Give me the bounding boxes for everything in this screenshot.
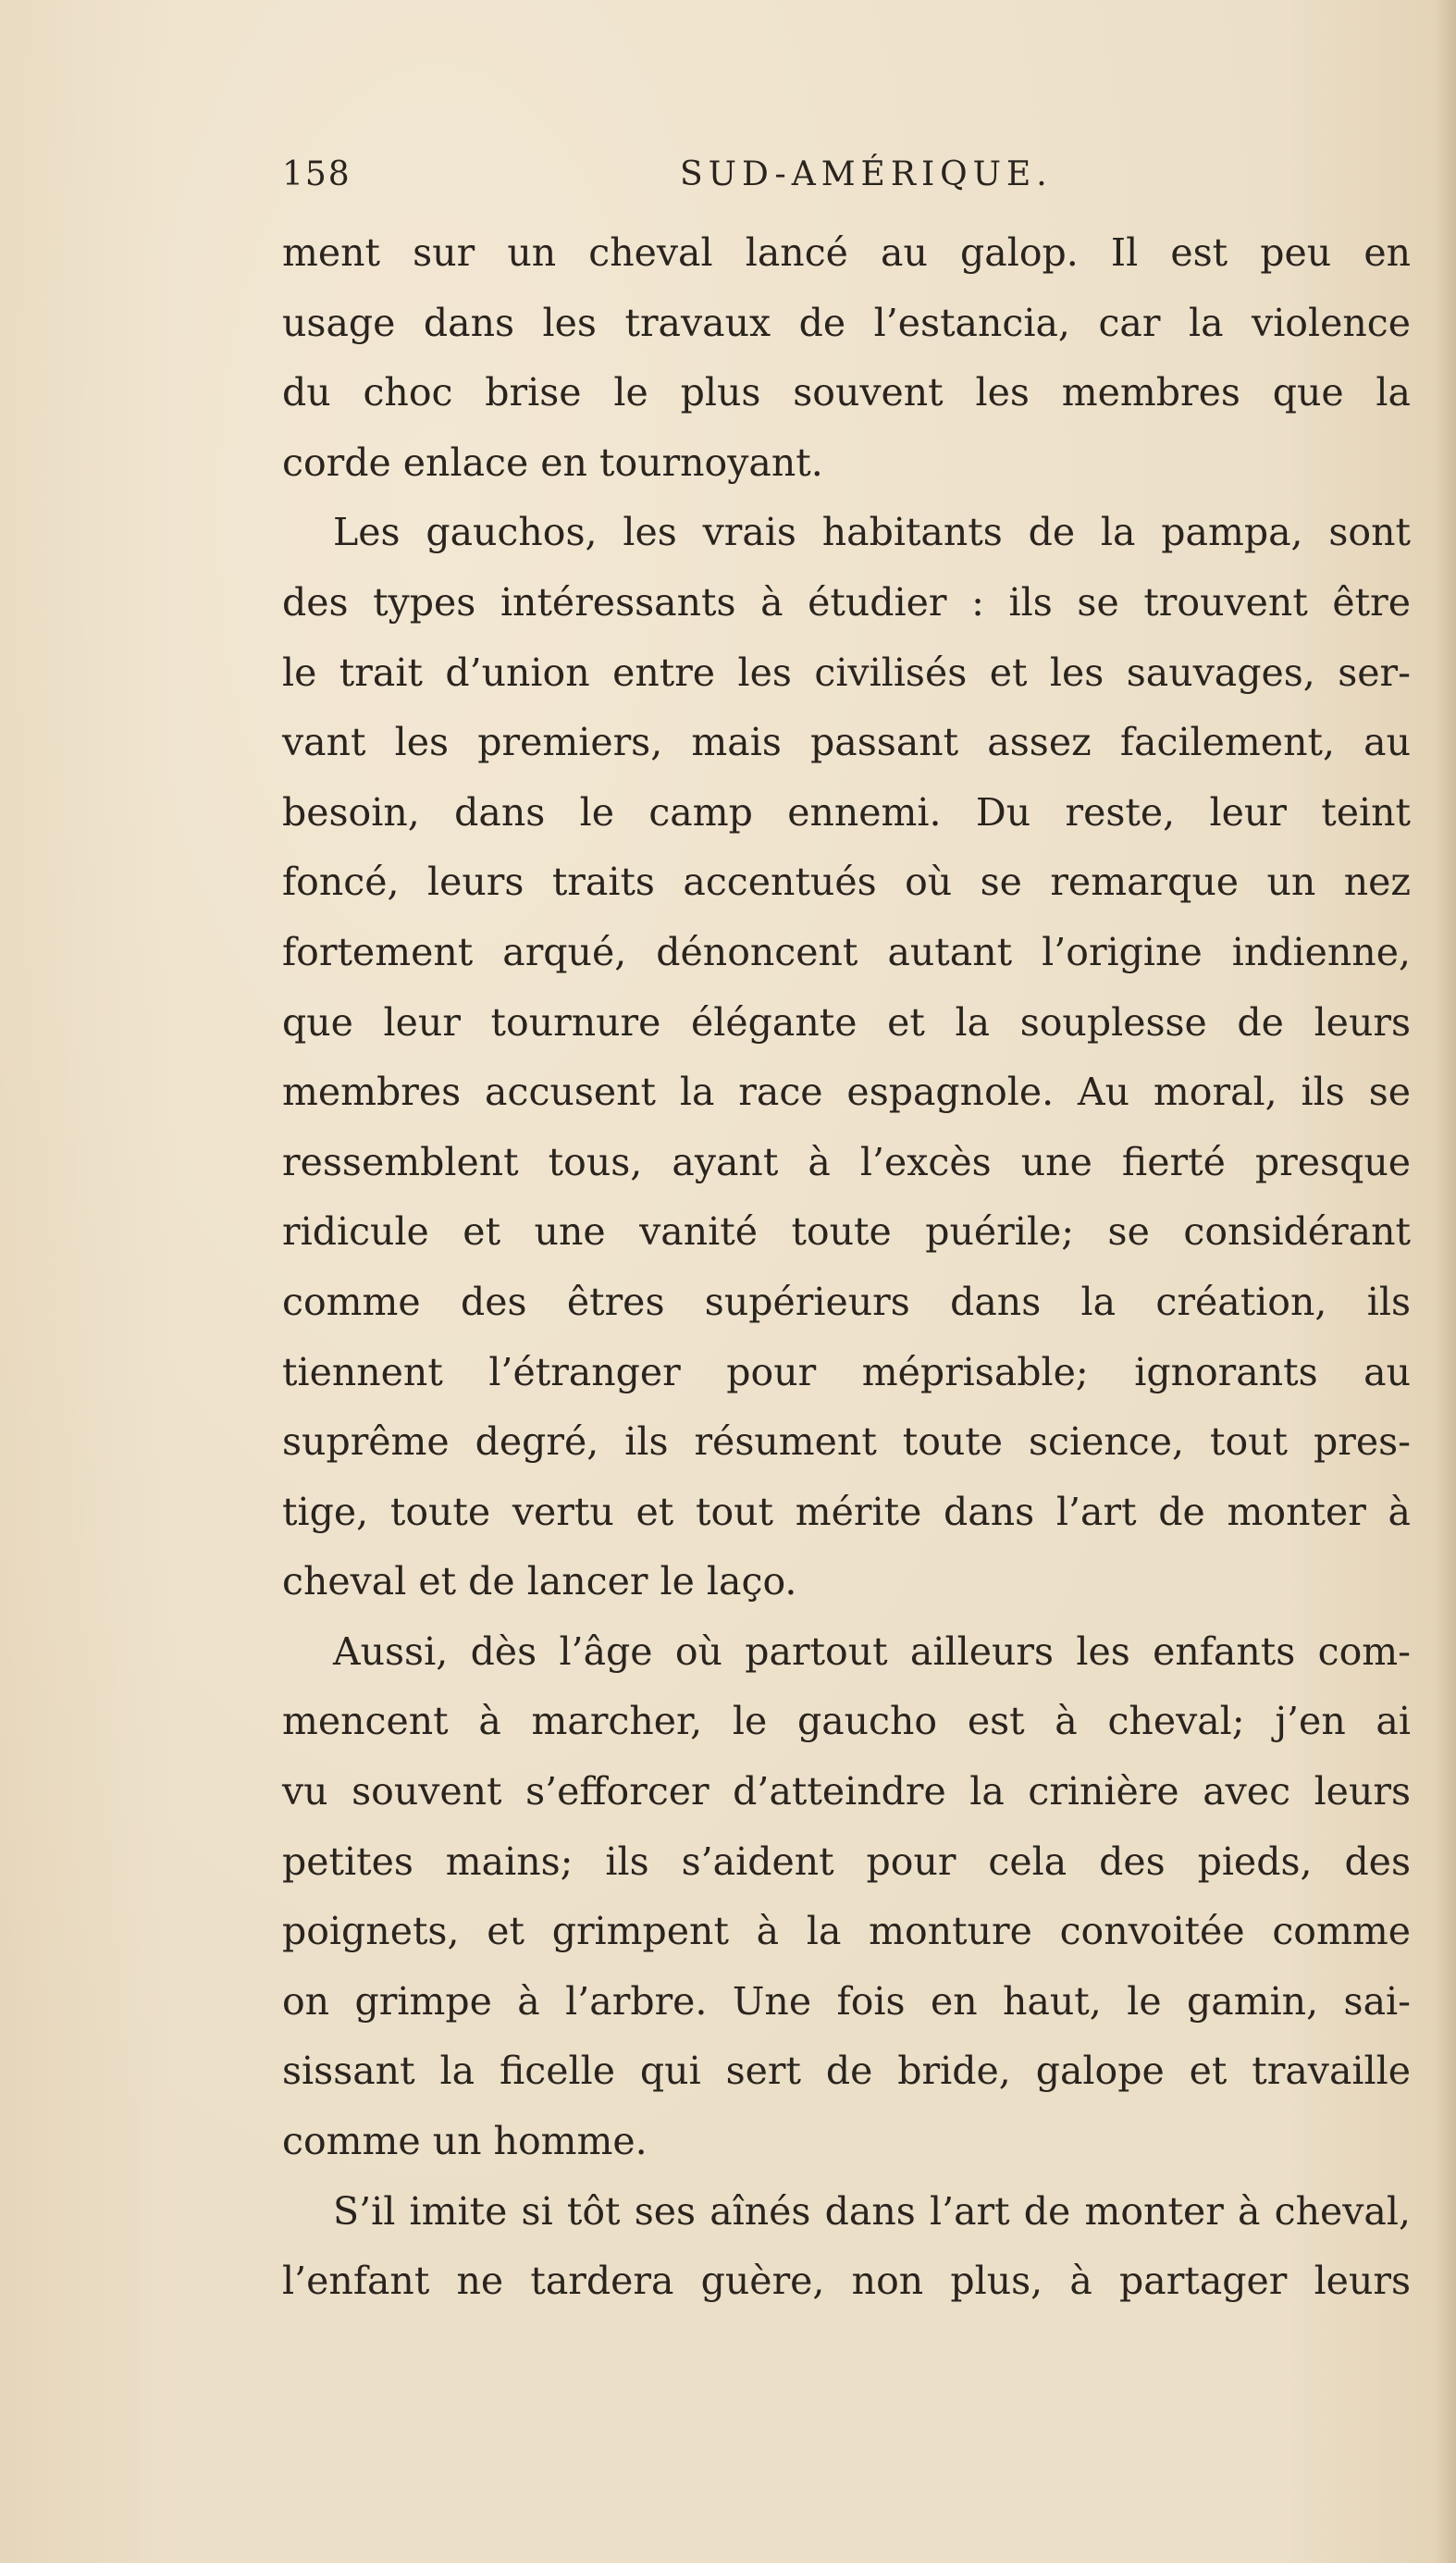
text-line: le trait d’union entre les civilisés et les sauvages, ser-: [282, 650, 1411, 695]
paragraph-first-line: Aussi, dès l’âge où partout ailleurs les enfants com-: [333, 1628, 1411, 1674]
page-edge-shadow: [1436, 0, 1456, 2563]
text-line: membres accusent la race espagnole. Au moral, ils se: [282, 1070, 1411, 1115]
text-line: tige, toute vertu et tout mérite dans l’art de monter à: [282, 1489, 1411, 1534]
text-line: sissant la ficelle qui sert de bride, galope et travaille: [282, 2049, 1411, 2094]
text-line: ridicule et une vanité toute puérile; se considérant: [282, 1209, 1411, 1255]
text-line: besoin, dans le camp ennemi. Du reste, leur teint: [282, 789, 1411, 835]
text-line: comme un homme.: [282, 2119, 648, 2164]
text-line: comme des êtres supérieurs dans la création, ils: [282, 1279, 1411, 1324]
text-line: fortement arqué, dénoncent autant l’origine indienne,: [282, 929, 1411, 974]
text-line: petites mains; ils s’aident pour cela des pieds, des: [282, 1839, 1411, 1884]
page-header: [282, 155, 1411, 202]
text-line: des types intéressants à étudier : ils se trouvent être: [282, 579, 1411, 625]
text-line: usage dans les travaux de l’estancia, car la violence: [282, 300, 1411, 345]
text-line: mencent à marcher, le gaucho est à cheval; j’en ai: [282, 1699, 1411, 1744]
text-line: ment sur un cheval lancé au galop. Il est peu en: [282, 230, 1411, 275]
page-number: 158: [282, 155, 352, 193]
text-line: l’enfant ne tardera guère, non plus, à partager leurs: [282, 2259, 1411, 2304]
text-line: cheval et de lancer le laço.: [282, 1559, 797, 1604]
paragraph-first-line: Les gauchos, les vrais habitants de la pampa, sont: [333, 510, 1411, 555]
text-line: tiennent l’étranger pour méprisable; ignorants au: [282, 1349, 1411, 1394]
text-line: vu souvent s’efforcer d’atteindre la crinière avec leurs: [282, 1769, 1411, 1814]
text-line: suprême degré, ils résument toute science, tout pres-: [282, 1419, 1411, 1465]
text-line: du choc brise le plus souvent les membres que la: [282, 370, 1411, 415]
body-text: [282, 218, 1411, 2317]
text-line: ressemblent tous, ayant à l’excès une fierté presque: [282, 1139, 1411, 1184]
text-line: foncé, leurs traits accentués où se remarque un nez: [282, 860, 1411, 905]
paragraph-first-line: S’il imite si tôt ses aînés dans l’art de monter à cheval,: [333, 2188, 1411, 2234]
text-line: poignets, et grimpent à la monture convoitée comme: [282, 1909, 1411, 1954]
text-line: vant les premiers, mais passant assez facilement, au: [282, 720, 1411, 765]
running-title: SUD-AMÉRIQUE.: [680, 155, 1053, 193]
text-line: corde enlace en tournoyant.: [282, 440, 823, 485]
text-line: on grimpe à l’arbre. Une fois en haut, le gamin, sai-: [282, 1978, 1411, 2024]
text-line: que leur tournure élégante et la souplesse de leurs: [282, 999, 1411, 1045]
